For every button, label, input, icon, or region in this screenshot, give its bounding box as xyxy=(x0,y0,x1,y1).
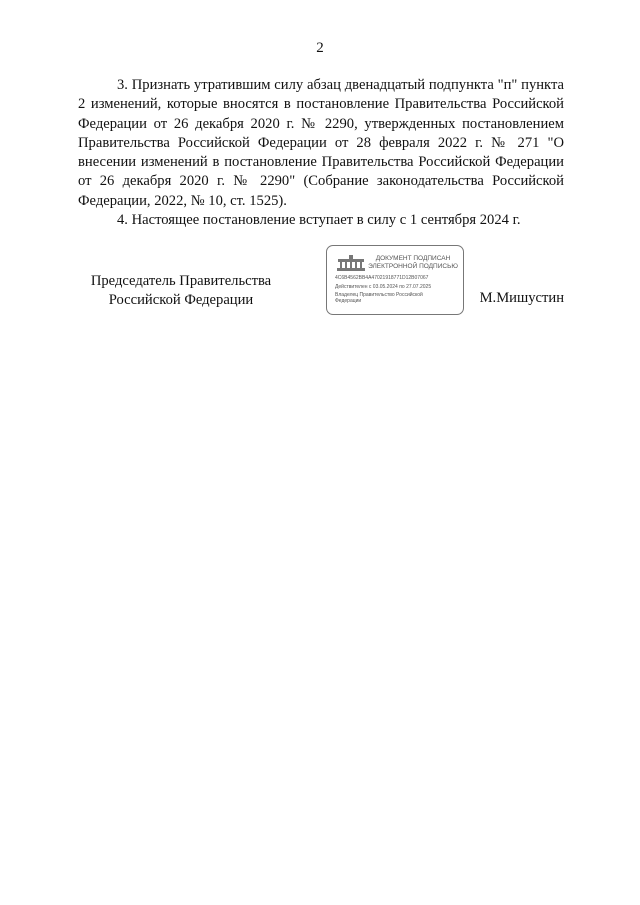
stamp-heading-line2: ЭЛЕКТРОННОЙ ПОДПИСЬЮ xyxy=(368,263,458,270)
signer-title-line2: Российской Федерации xyxy=(108,292,254,308)
signer-name: М.Мишустин xyxy=(479,290,564,306)
stamp-owner-line1: Владелец Правительство Российской xyxy=(335,292,423,298)
signer-title xyxy=(78,272,284,310)
electronic-signature-stamp xyxy=(326,245,464,315)
stamp-validity: Действителен с 03.05.2024 по 27.07.2025 xyxy=(335,284,432,290)
stamp-owner-line2: Федерации xyxy=(335,298,362,304)
stamp-heading xyxy=(367,255,459,271)
stamp-certificate: 4C6B4562BB4A47021918771D12B07067 xyxy=(335,275,429,281)
government-building-icon xyxy=(336,255,366,271)
document-body xyxy=(78,76,564,230)
page-number: 2 xyxy=(316,40,324,56)
paragraph-3: 3. Признать утратившим силу абзац двенадцатый подпункта "п" пункта 2 изменений, которые вносятся в постановление Правительства Российской Федерации от 26 декабря 2020 г. № 2290, утвержденных постановлением Правительства Российской Федерации от 28 февраля 2022 г. № 271 "О внесении изменений в постановление Правительства Российской Федерации от 26 декабря 2020 г. № 2290" (Собрание законодательства Российской Федерации, 2022, № 10, ст. 1525). xyxy=(78,77,564,209)
paragraph-4: 4. Настоящее постановление вступает в силу с 1 сентября 2024 г. xyxy=(117,212,521,229)
stamp-heading-line1: ДОКУМЕНТ ПОДПИСАН xyxy=(375,255,451,262)
signer-title-line1: Председатель Правительства xyxy=(90,273,272,289)
